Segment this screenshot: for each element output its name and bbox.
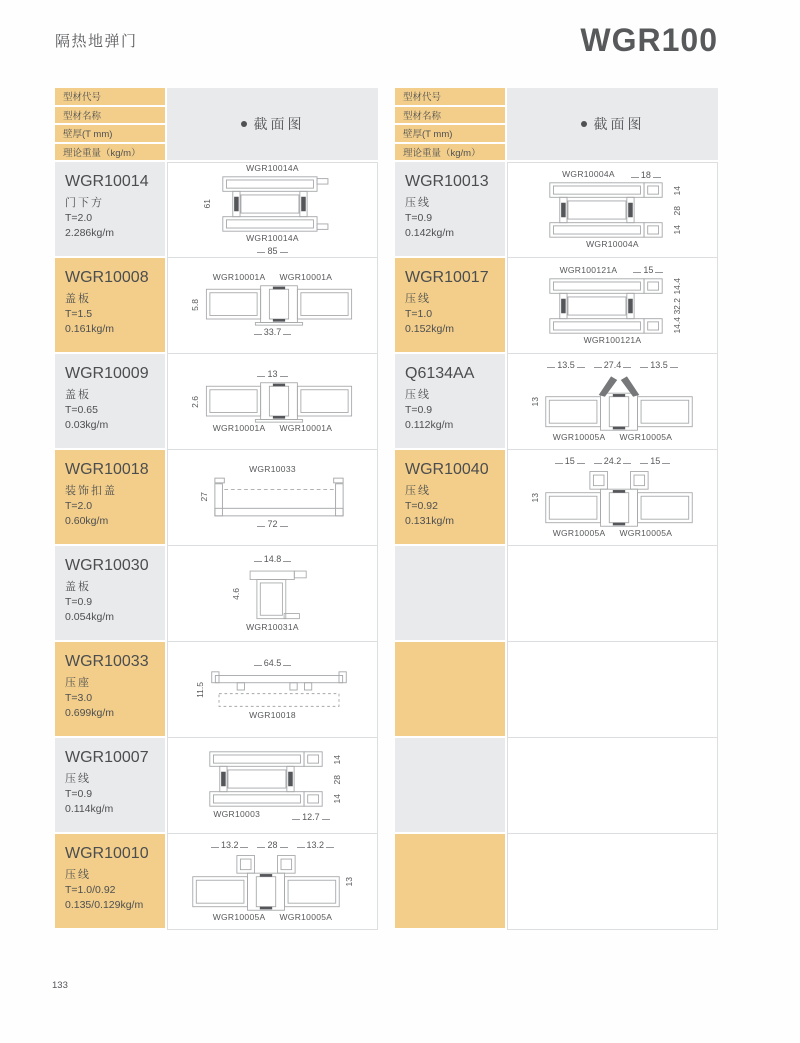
profile-diagram-cell xyxy=(167,162,378,258)
profile-diagram-cell xyxy=(507,450,718,546)
header-cell xyxy=(55,144,167,163)
profile-name: 装饰扣盖 xyxy=(65,484,117,497)
diagram-bottom-annotations xyxy=(249,711,296,721)
profile-cross-section xyxy=(544,468,694,528)
profile-cross-section-drawing xyxy=(245,566,313,622)
diagram-left-dims xyxy=(203,175,213,233)
profile-info-cell xyxy=(395,258,507,354)
diagram-label: WGR10005A xyxy=(619,431,673,442)
profile-diagram xyxy=(191,272,355,338)
profile-diagram-cell xyxy=(507,546,718,642)
table-row xyxy=(395,546,718,642)
profile-weight: 0.142kg/m xyxy=(405,227,455,240)
profile-diagram xyxy=(531,359,695,443)
diagram-label: WGR10003 xyxy=(213,808,261,819)
profile-cross-section xyxy=(543,181,669,239)
diagram-label: WGR10004A xyxy=(562,169,615,180)
profile-thickness: T=0.9 xyxy=(65,595,93,608)
dimension-value: 13.5 xyxy=(545,360,587,370)
header-cell-label: 型材代号 xyxy=(403,92,442,104)
profile-name: 盖板 xyxy=(65,292,91,305)
profile-diagram-cell xyxy=(507,738,718,834)
diagram-bottom-annotations xyxy=(586,240,639,250)
dimension-value: 14 xyxy=(331,755,342,765)
diagram-top-annotations xyxy=(553,456,673,466)
profile-weight: 0.60kg/m xyxy=(65,515,109,528)
diagram-label: WGR10014A xyxy=(246,163,299,174)
diagram-label: WGR10001A xyxy=(212,422,266,433)
table-header-labels xyxy=(395,88,507,162)
table-row xyxy=(55,642,378,738)
header-cell-label: 型材名称 xyxy=(63,110,102,122)
profile-name: 压线 xyxy=(405,196,431,209)
diagram-label: WGR10014A xyxy=(246,232,299,243)
table-row xyxy=(55,162,378,258)
profile-cross-section xyxy=(216,175,342,233)
profile-weight: 0.161kg/m xyxy=(65,323,115,336)
diagram-middle xyxy=(191,381,355,423)
dimension-value: 2.6 xyxy=(189,395,200,408)
dimension-value: 61 xyxy=(201,199,212,209)
profile-info-cell xyxy=(55,642,167,738)
dimension-value: 32.2 xyxy=(671,297,682,315)
profile-code: WGR10018 xyxy=(65,461,149,478)
diagram-top-annotations xyxy=(255,369,289,379)
profile-info-cell xyxy=(395,450,507,546)
dimension-value: 15 xyxy=(553,456,587,466)
dimension-value: 28 xyxy=(255,840,289,850)
profile-thickness: T=0.9 xyxy=(405,211,433,224)
diagram-middle xyxy=(543,181,683,239)
diagram-label: WGR10005A xyxy=(279,911,333,922)
profile-diagram-cell xyxy=(167,450,378,546)
header-cell xyxy=(395,125,507,144)
profile-name: 压线 xyxy=(405,484,431,497)
diagram-middle xyxy=(232,566,314,622)
dimension-value: 24.2 xyxy=(592,456,634,466)
diagram-left-dims xyxy=(191,381,201,423)
dimension-value: 14.4 xyxy=(671,316,682,334)
profile-table-left xyxy=(55,88,378,930)
profile-diagram xyxy=(543,264,683,346)
dimension-value: 85 xyxy=(255,246,289,256)
table-row xyxy=(395,738,718,834)
profile-cross-section-drawing xyxy=(543,277,669,335)
diagram-label: WGR10001A xyxy=(279,272,333,283)
profile-diagram xyxy=(531,455,695,539)
profile-diagram xyxy=(196,657,350,721)
diagram-right-dims xyxy=(333,750,343,808)
dimension-value: 18 xyxy=(629,170,663,180)
section-label: 截面图 xyxy=(593,116,645,132)
profile-code: WGR10009 xyxy=(65,365,149,382)
dimension-value: 15 xyxy=(631,265,665,275)
section-header-cell xyxy=(507,88,718,162)
profile-info-cell xyxy=(55,450,167,546)
diagram-left-dims xyxy=(200,476,210,518)
profile-code: WGR10007 xyxy=(65,749,149,766)
profile-info-cell xyxy=(55,258,167,354)
table-row xyxy=(55,258,378,354)
profile-code: WGR10008 xyxy=(65,269,149,286)
profile-code: WGR10010 xyxy=(65,845,149,862)
diagram-label: WGR10004A xyxy=(586,239,639,250)
diagram-middle xyxy=(191,852,355,912)
profile-diagram-cell xyxy=(507,642,718,738)
profile-diagram xyxy=(200,464,346,530)
dimension-value: 14 xyxy=(671,224,682,235)
bullet-icon xyxy=(581,121,587,127)
profile-diagram-cell xyxy=(167,354,378,450)
diagram-bottom-annotations xyxy=(213,808,331,823)
profile-weight: 0.131kg/m xyxy=(405,515,455,528)
header-cell-label: 壁厚(T mm) xyxy=(403,129,453,141)
table-row xyxy=(55,354,378,450)
header-cell-label: 理论重量（kg/m） xyxy=(403,147,481,159)
profile-info-cell xyxy=(55,834,167,930)
table-row xyxy=(395,642,718,738)
profile-info-cell xyxy=(395,642,507,738)
profile-code: WGR10030 xyxy=(65,557,149,574)
profile-weight: 0.112kg/m xyxy=(405,419,454,432)
profile-cross-section xyxy=(191,852,341,912)
profile-thickness: T=0.92 xyxy=(405,499,438,512)
bullet-icon xyxy=(241,121,247,127)
header-cell-label: 型材名称 xyxy=(403,110,442,122)
dimension-value: 14 xyxy=(331,793,342,804)
profile-cross-section xyxy=(204,381,354,423)
dimension-value: 14.8 xyxy=(252,554,294,564)
page-number: 133 xyxy=(52,980,68,991)
dimension-value: 14 xyxy=(671,186,682,196)
series-title: WGR100 xyxy=(580,22,718,58)
dimension-value: 13 xyxy=(255,369,289,379)
diagram-top-annotations xyxy=(252,658,294,668)
table-header xyxy=(395,88,718,162)
diagram-middle xyxy=(200,476,346,518)
dimension-value: 72 xyxy=(255,519,289,529)
diagram-middle xyxy=(531,372,695,432)
dimension-value: 27 xyxy=(198,492,209,502)
profile-diagram-cell xyxy=(507,258,718,354)
profile-cross-section xyxy=(209,670,349,710)
profile-cross-section-drawing xyxy=(213,476,345,518)
diagram-label: WGR10005A xyxy=(212,911,266,922)
profile-diagram-cell xyxy=(507,834,718,930)
profile-code: WGR10013 xyxy=(405,173,489,190)
header-cell xyxy=(395,144,507,163)
profile-info-cell xyxy=(395,834,507,930)
table-row xyxy=(55,834,378,930)
profile-weight: 0.152kg/m xyxy=(405,323,455,336)
profile-thickness: T=0.9 xyxy=(65,787,93,800)
profile-name: 盖板 xyxy=(65,388,91,401)
dimension-value: 64.5 xyxy=(252,658,294,668)
profile-name: 压线 xyxy=(65,868,91,881)
profile-thickness: T=1.0/0.92 xyxy=(65,883,116,896)
profile-diagram-cell xyxy=(167,834,378,930)
table-row xyxy=(55,546,378,642)
dimension-value: 14.4 xyxy=(671,278,682,295)
dimension-value: 28 xyxy=(331,774,342,785)
profile-name: 压线 xyxy=(405,388,431,401)
diagram-top-annotations xyxy=(249,465,296,475)
profile-cross-section xyxy=(204,284,354,326)
diagram-bottom-annotations xyxy=(246,234,299,244)
diagram-bottom-annotations xyxy=(553,433,673,443)
diagram-label: WGR10031A xyxy=(246,621,299,632)
profile-diagram-cell xyxy=(167,738,378,834)
profile-weight: 0.699kg/m xyxy=(65,707,115,720)
profile-code: WGR10014 xyxy=(65,173,149,190)
diagram-label: WGR10033 xyxy=(249,464,296,475)
diagram-top-annotations xyxy=(209,840,336,850)
diagram-left-dims xyxy=(232,566,242,622)
profile-name: 压线 xyxy=(405,292,431,305)
diagram-left-dims xyxy=(196,670,206,710)
table-row xyxy=(395,162,718,258)
profile-thickness: T=2.0 xyxy=(65,211,93,224)
diagram-top-annotations xyxy=(562,170,663,180)
diagram-top-annotations xyxy=(252,554,294,564)
diagram-bottom-annotations xyxy=(213,913,333,923)
diagram-right-dims xyxy=(673,277,683,335)
profile-cross-section-drawing xyxy=(544,468,694,528)
dimension-value: 13.2 xyxy=(209,840,251,850)
table-row xyxy=(395,354,718,450)
profile-thickness: T=2.0 xyxy=(65,499,93,512)
dimension-value: 13 xyxy=(529,397,540,407)
profile-cross-section xyxy=(245,566,313,622)
table-row xyxy=(55,450,378,546)
table-header xyxy=(55,88,378,162)
profile-info-cell xyxy=(55,162,167,258)
dimension-value: 4.6 xyxy=(230,587,241,600)
dimension-value: 13.2 xyxy=(295,840,337,850)
profile-code: WGR10040 xyxy=(405,461,489,478)
profile-weight: 2.286kg/m xyxy=(65,227,115,240)
profile-name: 压线 xyxy=(65,772,91,785)
profile-cross-section-drawing xyxy=(543,181,669,239)
diagram-label: WGR100121A xyxy=(559,264,618,275)
profile-weight: 0.03kg/m xyxy=(65,419,109,432)
profile-cross-section-drawing xyxy=(209,670,349,710)
profile-cross-section-drawing xyxy=(203,750,329,808)
dimension-value: 12.7 xyxy=(290,812,332,822)
diagram-middle xyxy=(203,175,343,233)
section-header-cell xyxy=(167,88,378,162)
profile-diagram-cell xyxy=(167,258,378,354)
profile-name: 盖板 xyxy=(65,580,91,593)
header-cell xyxy=(55,107,167,126)
profile-thickness: T=0.9 xyxy=(405,403,433,416)
diagram-label: WGR10001A xyxy=(212,272,266,283)
dimension-value: 13 xyxy=(343,877,354,887)
profile-weight: 0.114kg/m xyxy=(65,803,114,816)
profile-cross-section-drawing xyxy=(216,175,342,233)
profile-cross-section xyxy=(544,372,694,432)
diagram-bottom-dims xyxy=(255,519,289,529)
header-cell xyxy=(55,125,167,144)
table-header-labels xyxy=(55,88,167,162)
diagram-bottom-annotations xyxy=(246,623,299,633)
profile-name: 门下方 xyxy=(65,196,104,209)
profile-name: 压座 xyxy=(65,676,91,689)
profile-code: WGR10033 xyxy=(65,653,149,670)
table-row xyxy=(395,450,718,546)
profile-thickness: T=1.0 xyxy=(405,307,433,320)
profile-info-cell xyxy=(55,546,167,642)
profile-diagram xyxy=(191,368,355,434)
diagram-bottom-dims xyxy=(255,246,289,256)
diagram-label: WGR10018 xyxy=(249,709,296,720)
profile-info-cell xyxy=(55,354,167,450)
diagram-middle xyxy=(531,468,695,528)
diagram-middle xyxy=(543,277,683,335)
diagram-top-annotations xyxy=(545,360,680,370)
diagram-label: WGR10005A xyxy=(619,527,673,538)
header-cell xyxy=(395,107,507,126)
profile-thickness: T=0.65 xyxy=(65,403,98,416)
profile-cross-section-drawing xyxy=(191,852,341,912)
diagram-label: WGR10005A xyxy=(552,527,606,538)
profile-cross-section xyxy=(213,476,345,518)
diagram-middle xyxy=(196,670,350,710)
header-cell-label: 壁厚(T mm) xyxy=(63,129,113,141)
profile-info-cell xyxy=(395,354,507,450)
profile-info-cell xyxy=(55,738,167,834)
diagram-label: WGR10001A xyxy=(279,422,333,433)
profile-code: Q6134AA xyxy=(405,365,475,382)
dimension-value: 28 xyxy=(671,205,682,215)
dimension-value: 27.4 xyxy=(592,360,634,370)
diagram-middle xyxy=(203,750,343,808)
diagram-right-dims xyxy=(345,852,355,912)
table-row xyxy=(55,738,378,834)
header-cell-label: 型材代号 xyxy=(63,92,102,104)
profile-diagram xyxy=(543,169,683,251)
dimension-value: 13 xyxy=(529,493,540,503)
profile-diagram xyxy=(203,163,343,257)
profile-diagram-cell xyxy=(507,354,718,450)
diagram-left-dims xyxy=(531,372,541,432)
diagram-left-dims xyxy=(191,284,201,326)
diagram-label: WGR100121A xyxy=(583,334,642,345)
profile-info-cell xyxy=(395,738,507,834)
table-row xyxy=(395,258,718,354)
profile-thickness: T=1.5 xyxy=(65,307,93,320)
diagram-bottom-annotations xyxy=(584,336,642,346)
profile-cross-section-drawing xyxy=(204,284,354,326)
profile-code: WGR10017 xyxy=(405,269,489,286)
profile-diagram xyxy=(232,553,314,633)
diagram-label: WGR10005A xyxy=(552,431,606,442)
profile-diagram xyxy=(203,750,343,823)
dimension-value: 11.5 xyxy=(194,681,205,698)
dimension-value: 33.7 xyxy=(252,327,294,337)
category-title: 隔热地弹门 xyxy=(55,33,138,50)
diagram-top-annotations xyxy=(246,164,299,174)
dimension-value: 15 xyxy=(638,456,672,466)
section-label: 截面图 xyxy=(253,116,305,132)
profile-tables xyxy=(55,88,718,930)
diagram-middle xyxy=(191,284,355,326)
diagram-bottom-annotations xyxy=(213,424,333,434)
profile-cross-section xyxy=(543,277,669,335)
profile-diagram-cell xyxy=(167,546,378,642)
dimension-value: 5.8 xyxy=(189,299,200,312)
diagram-left-dims xyxy=(531,468,541,528)
profile-diagram-cell xyxy=(167,642,378,738)
profile-diagram xyxy=(191,839,355,923)
profile-weight: 0.135/0.129kg/m xyxy=(65,899,144,912)
header-cell xyxy=(395,88,507,107)
table-row xyxy=(395,834,718,930)
header-cell-label: 理论重量（kg/m） xyxy=(63,147,141,159)
profile-cross-section-drawing xyxy=(544,372,694,432)
diagram-top-annotations xyxy=(560,265,666,275)
profile-cross-section-drawing xyxy=(204,381,354,423)
profile-info-cell xyxy=(395,162,507,258)
profile-weight: 0.054kg/m xyxy=(65,611,115,624)
header-cell xyxy=(55,88,167,107)
diagram-bottom-annotations xyxy=(553,529,673,539)
diagram-bottom-dims xyxy=(252,327,294,337)
dimension-value: 13.5 xyxy=(638,360,680,370)
profile-cross-section xyxy=(203,750,329,808)
diagram-right-dims xyxy=(673,181,683,239)
profile-diagram-cell xyxy=(507,162,718,258)
profile-info-cell xyxy=(395,546,507,642)
diagram-top-annotations xyxy=(213,273,333,283)
profile-table-right xyxy=(395,88,718,930)
profile-thickness: T=3.0 xyxy=(65,691,93,704)
